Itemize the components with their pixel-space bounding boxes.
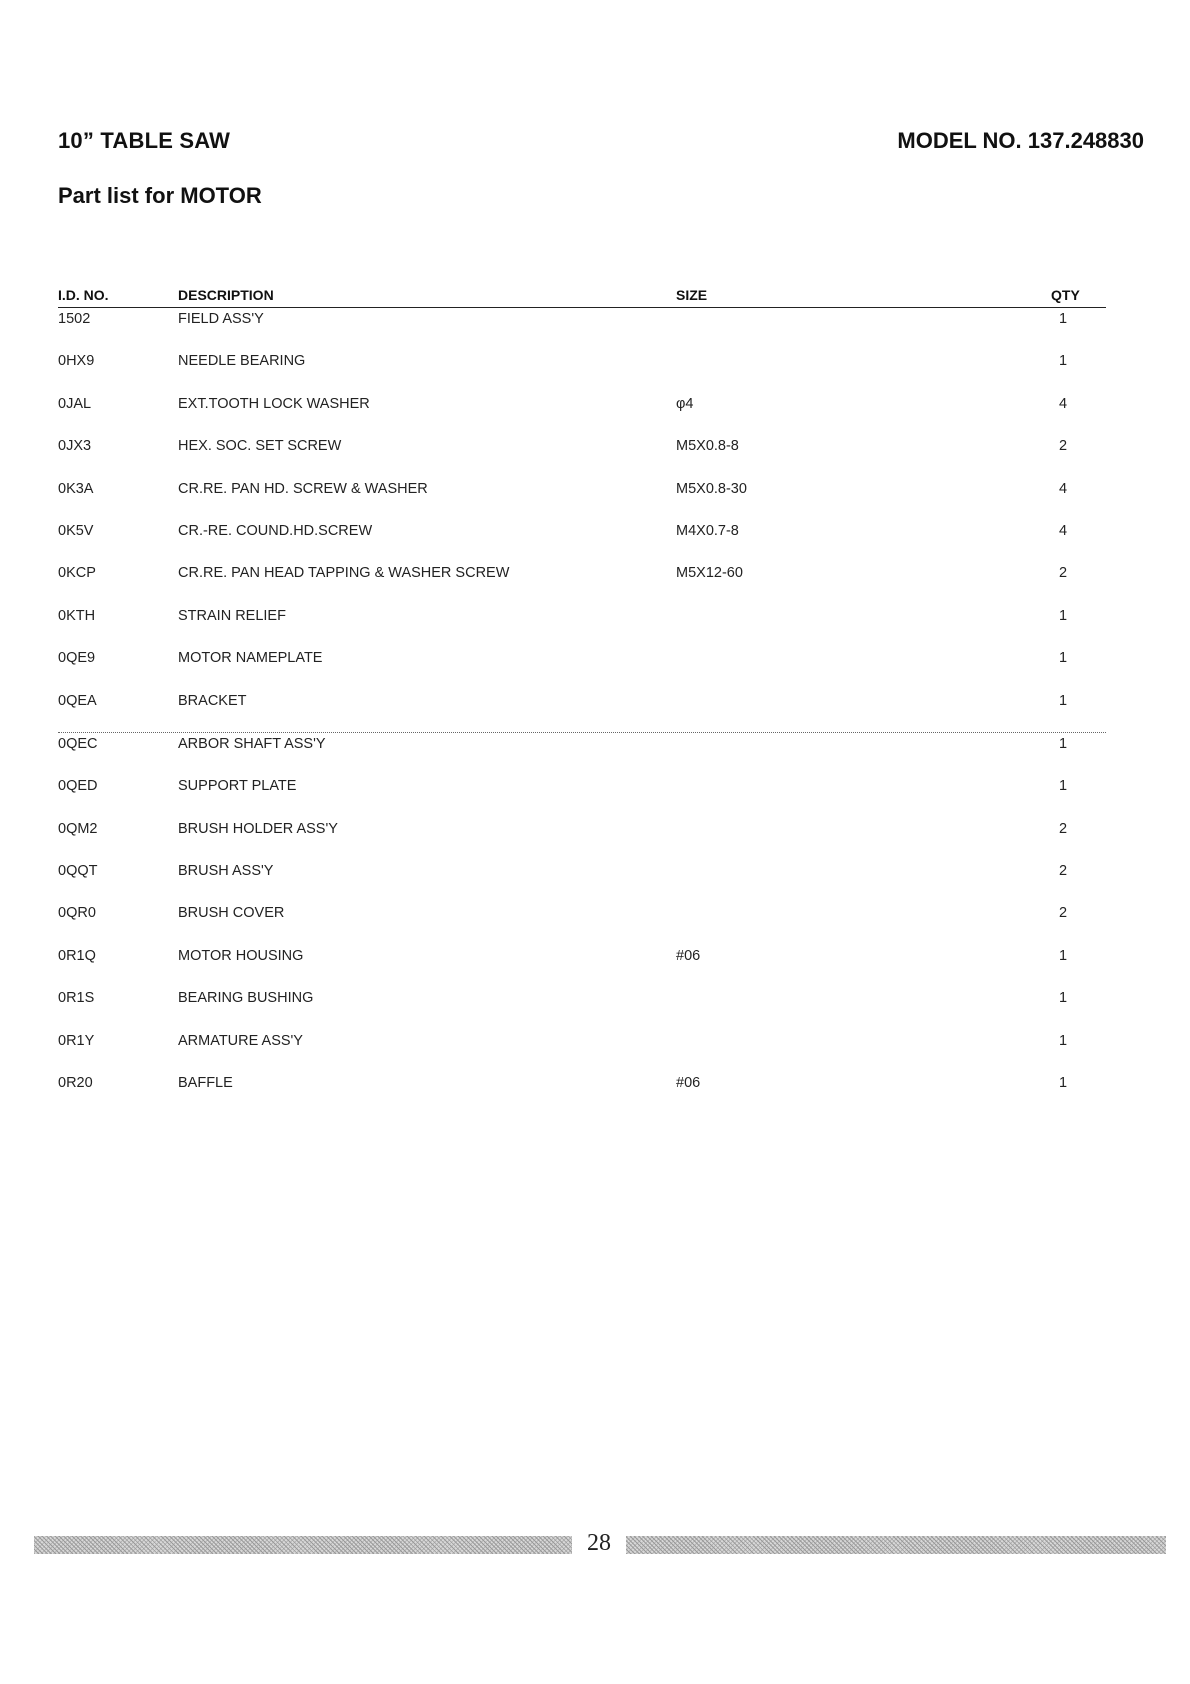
page-footer	[34, 1530, 1166, 1556]
part-description: MOTOR HOUSING	[178, 947, 304, 964]
part-qty: 1	[1058, 947, 1068, 964]
table-row	[58, 647, 1106, 689]
table-row	[58, 350, 1106, 392]
table-row	[58, 1030, 1106, 1072]
part-id: 0QED	[58, 778, 98, 795]
part-id: 0QEA	[58, 692, 97, 709]
table-row	[58, 1072, 1106, 1114]
part-id: 0QQT	[58, 863, 98, 880]
part-qty: 1	[1058, 607, 1068, 624]
part-id: 0KCP	[58, 565, 96, 582]
product-title: 10” TABLE SAW	[58, 128, 231, 153]
table-row	[58, 945, 1106, 987]
part-size: φ4	[676, 395, 694, 412]
column-header-id: I.D. NO.	[58, 287, 109, 303]
part-id: 0KTH	[58, 607, 96, 624]
part-description: EXT.TOOTH LOCK WASHER	[178, 395, 370, 412]
table-row	[58, 775, 1106, 817]
column-header-size: SIZE	[676, 287, 708, 303]
part-description: HEX. SOC. SET SCREW	[178, 438, 342, 455]
part-size: M5X0.8-8	[676, 438, 739, 455]
part-description: BAFFLE	[178, 1075, 233, 1092]
part-id: 0R1Q	[58, 947, 96, 964]
part-id: 0K5V	[58, 522, 94, 539]
part-qty: 4	[1058, 395, 1068, 412]
part-description: MOTOR NAMEPLATE	[178, 650, 323, 667]
part-id: 0R1Y	[58, 1032, 95, 1049]
part-qty: 1	[1058, 650, 1068, 667]
table-row	[58, 308, 1106, 350]
part-qty: 1	[1058, 1032, 1068, 1049]
part-id: 1502	[58, 311, 91, 327]
part-id: 0HX9	[58, 353, 95, 370]
table-row	[58, 435, 1106, 477]
part-list-subtitle: Part list for MOTOR	[58, 183, 262, 208]
column-header-description: DESCRIPTION	[178, 287, 274, 303]
part-id: 0K3A	[58, 480, 94, 497]
part-description: SUPPORT PLATE	[178, 778, 297, 795]
part-description: BRUSH HOLDER ASS'Y	[178, 820, 338, 837]
part-description: CR.RE. PAN HD. SCREW & WASHER	[178, 480, 428, 497]
part-description: NEEDLE BEARING	[178, 353, 306, 370]
part-id: 0QR0	[58, 905, 96, 922]
part-id: 0QE9	[58, 650, 96, 667]
table-row	[58, 393, 1106, 435]
part-qty: 1	[1058, 735, 1068, 752]
model-number: MODEL NO. 137.248830	[897, 128, 1144, 153]
part-qty: 4	[1058, 522, 1068, 539]
part-qty: 1	[1058, 1075, 1068, 1092]
footer-hatch-bar-left	[34, 1536, 572, 1554]
table-row	[58, 818, 1106, 860]
part-description: BRUSH ASS'Y	[178, 863, 274, 880]
table-row	[58, 520, 1106, 562]
table-row	[58, 478, 1106, 520]
part-qty: 2	[1058, 905, 1068, 922]
part-description: STRAIN RELIEF	[178, 607, 286, 624]
part-qty: 1	[1058, 692, 1068, 709]
part-description: CR.RE. PAN HEAD TAPPING & WASHER SCREW	[178, 565, 510, 582]
page-number: 28	[587, 1530, 611, 1556]
part-size: #06	[676, 1075, 701, 1092]
part-qty: 4	[1058, 480, 1068, 497]
part-id: 0R20	[58, 1075, 93, 1092]
table-row	[58, 987, 1106, 1029]
part-size: M4X0.7-8	[676, 522, 739, 539]
part-qty: 1	[1058, 990, 1068, 1007]
part-size: M5X12-60	[676, 565, 743, 582]
table-row	[58, 690, 1106, 733]
part-id: 0JAL	[58, 395, 92, 412]
part-description: FIELD ASS'Y	[178, 311, 264, 327]
part-qty: 1	[1058, 311, 1068, 327]
part-id: 0QM2	[58, 820, 98, 837]
part-description: ARBOR SHAFT ASS'Y	[178, 735, 326, 752]
part-description: BEARING BUSHING	[178, 990, 314, 1007]
table-row	[58, 733, 1106, 775]
footer-hatch-bar-right	[626, 1536, 1166, 1554]
parts-table	[58, 285, 1106, 1114]
part-id: 0R1S	[58, 990, 95, 1007]
part-description: BRUSH COVER	[178, 905, 285, 922]
table-row	[58, 562, 1106, 604]
part-qty: 1	[1058, 778, 1068, 795]
part-qty: 2	[1058, 863, 1068, 880]
part-id: 0QEC	[58, 735, 98, 752]
part-qty: 2	[1058, 820, 1068, 837]
part-qty: 1	[1058, 353, 1068, 370]
part-size: #06	[676, 947, 701, 964]
part-qty: 2	[1058, 438, 1068, 455]
table-row	[58, 605, 1106, 647]
part-description: ARMATURE ASS'Y	[178, 1032, 303, 1049]
column-header-qty: QTY	[1051, 287, 1080, 303]
part-description: BRACKET	[178, 692, 247, 709]
table-header	[58, 285, 1106, 308]
part-id: 0JX3	[58, 438, 92, 455]
table-row	[58, 902, 1106, 944]
part-description: CR.-RE. COUND.HD.SCREW	[178, 522, 373, 539]
part-qty: 2	[1058, 565, 1068, 582]
part-size: M5X0.8-30	[676, 480, 747, 497]
table-row	[58, 860, 1106, 902]
table-body	[58, 308, 1106, 1114]
